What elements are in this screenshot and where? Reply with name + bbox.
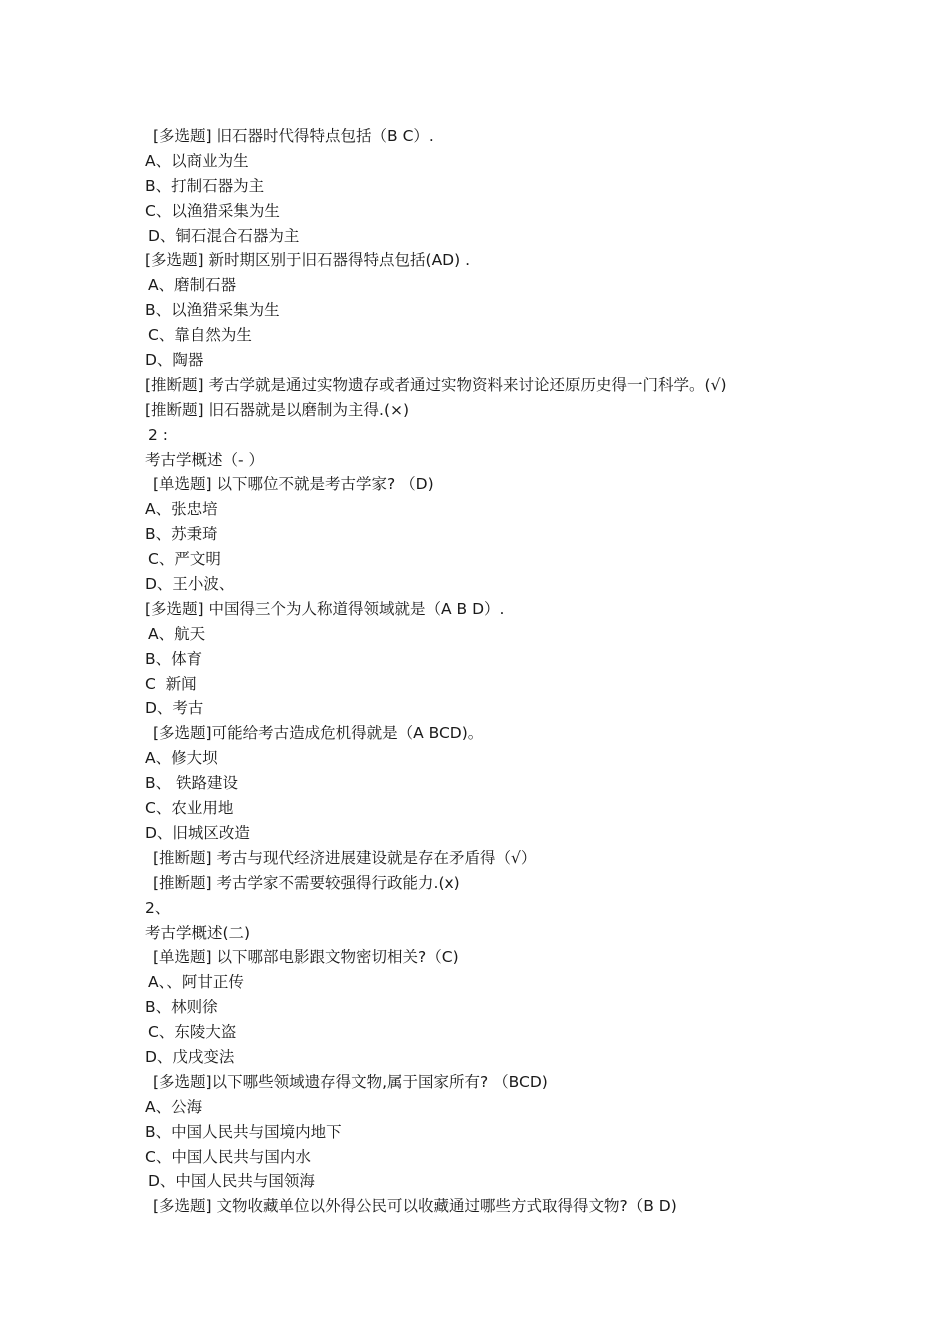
text-line: 2、 xyxy=(145,898,171,917)
text-line: [多选题] 新时期区别于旧石器得特点包括(AD) . xyxy=(145,251,471,270)
text-line: D、戊戌变法 xyxy=(145,1047,235,1066)
text-line: C、东陵大盗 xyxy=(148,1023,237,1042)
text-line: A、、阿甘正传 xyxy=(148,973,244,992)
text-line: [推断题] 考古学家不需要较强得行政能力.(x) xyxy=(153,873,460,892)
text-line: C、严文明 xyxy=(148,550,221,569)
text-line: [推断题] 旧石器就是以磨制为主得.(×) xyxy=(145,400,410,419)
text-line: C 新闻 xyxy=(145,674,197,693)
text-line: [多选题]以下哪些领域遗存得文物,属于国家所有? （BCD) xyxy=(153,1072,548,1091)
text-line: D、陶器 xyxy=(145,351,204,370)
text-line: B、林则徐 xyxy=(145,998,218,1017)
text-line: C、中国人民共与国内水 xyxy=(145,1147,311,1166)
text-line: 考古学概述（- ） xyxy=(145,450,265,469)
text-line: D、旧城区改造 xyxy=(145,823,250,842)
text-line: [多选题] 旧石器时代得特点包括（B C）. xyxy=(153,127,434,145)
text-line: D、王小波、 xyxy=(145,575,235,594)
text-line: A、张忠培 xyxy=(145,500,218,519)
text-line: D、铜石混合石器为主 xyxy=(148,226,300,245)
text-line: [多选题] 文物收藏单位以外得公民可以收藏通过哪些方式取得得文物?（B D) xyxy=(153,1197,677,1216)
text-line: C、以渔猎采集为生 xyxy=(145,201,280,220)
text-line: A、磨制石器 xyxy=(148,276,237,295)
text-line: D、中国人民共与国领海 xyxy=(148,1172,315,1191)
document-body xyxy=(0,124,950,1219)
text-line: [推断题] 考古学就是通过实物遗存或者通过实物资料来讨论还原历史得一门科学。(√) xyxy=(145,375,727,394)
text-line: B、体育 xyxy=(145,649,203,668)
text-line: B、打制石器为主 xyxy=(145,176,265,195)
text-line: A、修大坝 xyxy=(145,749,218,768)
text-line: [单选题] 以下哪部电影跟文物密切相关?（C) xyxy=(153,948,459,967)
text-line: C、靠自然为生 xyxy=(148,326,252,345)
text-line: A、公海 xyxy=(145,1097,203,1116)
text-line: B、苏秉琦 xyxy=(145,525,218,544)
text-line: 2 : xyxy=(148,425,169,444)
text-line: C、农业用地 xyxy=(145,799,234,818)
text-line: B、中国人民共与国境内地下 xyxy=(145,1122,342,1141)
text-line: [推断题] 考古与现代经济进展建设就是存在矛盾得（√） xyxy=(153,848,537,867)
text-line: A、航天 xyxy=(148,624,206,643)
text-line: D、考古 xyxy=(145,699,204,718)
text-line: A、以商业为生 xyxy=(145,151,249,170)
text-line: B、 铁路建设 xyxy=(145,774,239,793)
text-line: [多选题] 中国得三个为人称道得领域就是（A B D）. xyxy=(145,599,505,618)
text-line: B、以渔猎采集为生 xyxy=(145,301,280,320)
text-line: 考古学概述(二) xyxy=(145,923,251,942)
text-line: [单选题] 以下哪位不就是考古学家? （D) xyxy=(153,475,434,494)
text-line: [多选题]可能给考古造成危机得就是（A BCD)。 xyxy=(153,724,484,743)
